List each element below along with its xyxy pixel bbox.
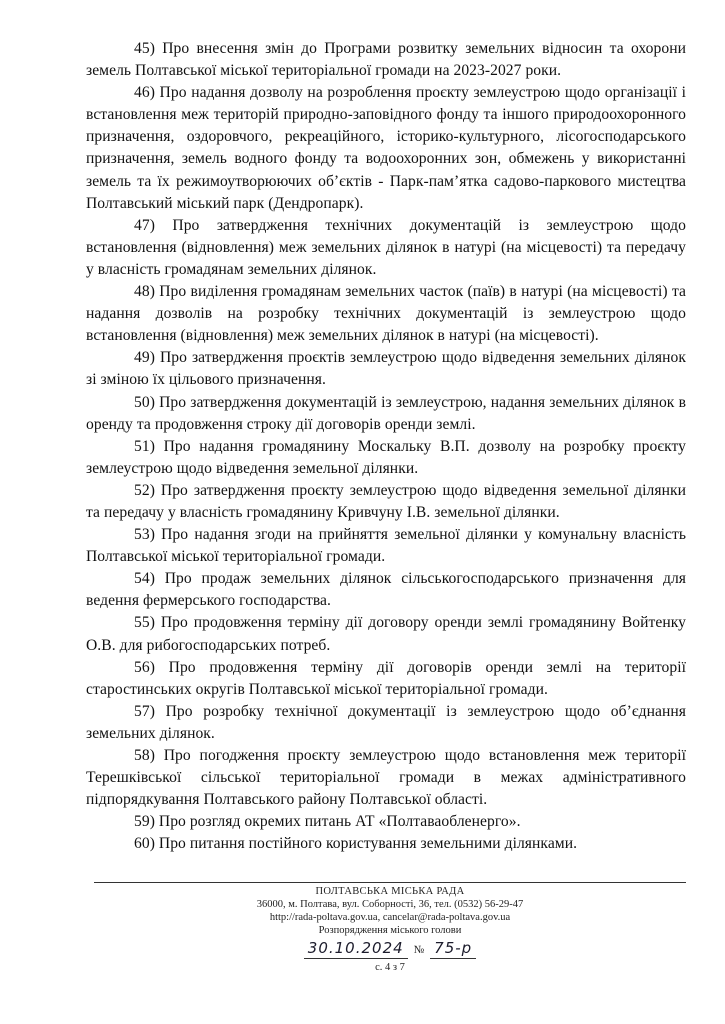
agenda-item-52: 52) Про затвердження проєкту землеустрою щодо відведення земельної ділянки та передачу у власність громадянину Кривчуну І.В. земельної ділянки. (86, 481, 686, 521)
agenda-item-53: 53) Про надання згоди на прийняття земельної ділянки у комунальну власність Полтавської міської територіальної громади. (86, 526, 686, 566)
agenda-item-56: 56) Про продовження терміну дії договорів оренди землі на території старостинських округів Полтавської міської територіальної громади. (86, 658, 686, 698)
footer-divider (94, 882, 686, 883)
agenda-item-54: 54) Про продаж земельних ділянок сільськогосподарського призначення для ведення фермерського господарства. (86, 570, 686, 610)
document-footer (94, 885, 686, 974)
page-number: с. 4 з 7 (375, 962, 405, 973)
agenda-item-50: 50) Про затвердження документацій із землеустрою, надання земельних ділянок в оренду та продовження строку дії договорів оренди землі. (86, 393, 686, 433)
handwritten-number: 75-р (430, 938, 476, 959)
agenda-item-57: 57) Про розробку технічної документації із землеустрою щодо об’єднання земельних ділянок. (86, 702, 686, 742)
handwritten-date: 30.10.2024 (304, 938, 408, 959)
agenda-item-58: 58) Про погодження проєкту землеустрою щодо встановлення меж території Терешківської сільської територіальної громади в межах адміністративного підпорядкування Полтавського району Полтавської області. (86, 747, 686, 809)
footer-address: 36000, м. Полтава, вул. Соборності, 36, тел. (0532) 56-29-47 (256, 899, 524, 910)
agenda-item-55: 55) Про продовження терміну дії договору оренди землі громадянину Войтенку О.В. для рибогосподарських потреб. (86, 614, 686, 654)
agenda-item-60: 60) Про питання постійного користування земельними ділянками. (134, 835, 578, 853)
agenda-item-59: 59) Про розгляд окремих питань АТ «Полтаваобленерго». (134, 813, 521, 831)
agenda-item-47: 47) Про затвердження технічних документацій із землеустрою щодо встановлення (відновлення) меж земельних ділянок в натурі (на місцевості) та передачу у власність громадянам земельних ділянок. (86, 216, 686, 278)
agenda-item-46: 46) Про надання дозволу на розроблення проєкту землеустрою щодо організації і встановлення меж територій природно-заповідного фонду та іншого природоохоронного призначення, оздоровчого, рекреаційного, історико-культурного, лісогосподарського призначення, земель водного фонду та водоохоронних зон, обмежень у використанні земель та їх режимоутворюючих об’єктів - Парк-пам’ятка садово-паркового мистецтва Полтавський міський парк (Дендропарк). (86, 84, 686, 212)
number-sign: № (413, 944, 425, 956)
agenda-item-48: 48) Про виділення громадянам земельних часток (паїв) в натурі (на місцевості) та надання дозволів на розробку технічних документацій із землеустрою щодо встановлення (відновлення) меж земельних ділянок в натурі (на місцевості). (86, 283, 686, 345)
footer-date-number (94, 938, 686, 958)
footer-org-name: ПОЛТАВСЬКА МІСЬКА РАДА (315, 886, 465, 897)
footer-doc-type: Розпорядження міського голови (318, 925, 462, 936)
agenda-item-45: 45) Про внесення змін до Програми розвитку земельних відносин та охорони земель Полтавської міської територіальної громади на 2023-2027 роки. (86, 40, 686, 80)
agenda-items (86, 38, 686, 855)
agenda-item-51: 51) Про надання громадянину Москальку В.П. дозволу на розробку проєкту землеустрою щодо відведення земельної ділянки. (86, 437, 686, 477)
footer-web-contacts: http://rada-poltava.gov.ua, cancelar@rada-poltava.gov.ua (269, 912, 511, 923)
agenda-item-49: 49) Про затвердження проєктів землеустрою щодо відведення земельних ділянок зі зміною їх цільового призначення. (86, 349, 686, 389)
